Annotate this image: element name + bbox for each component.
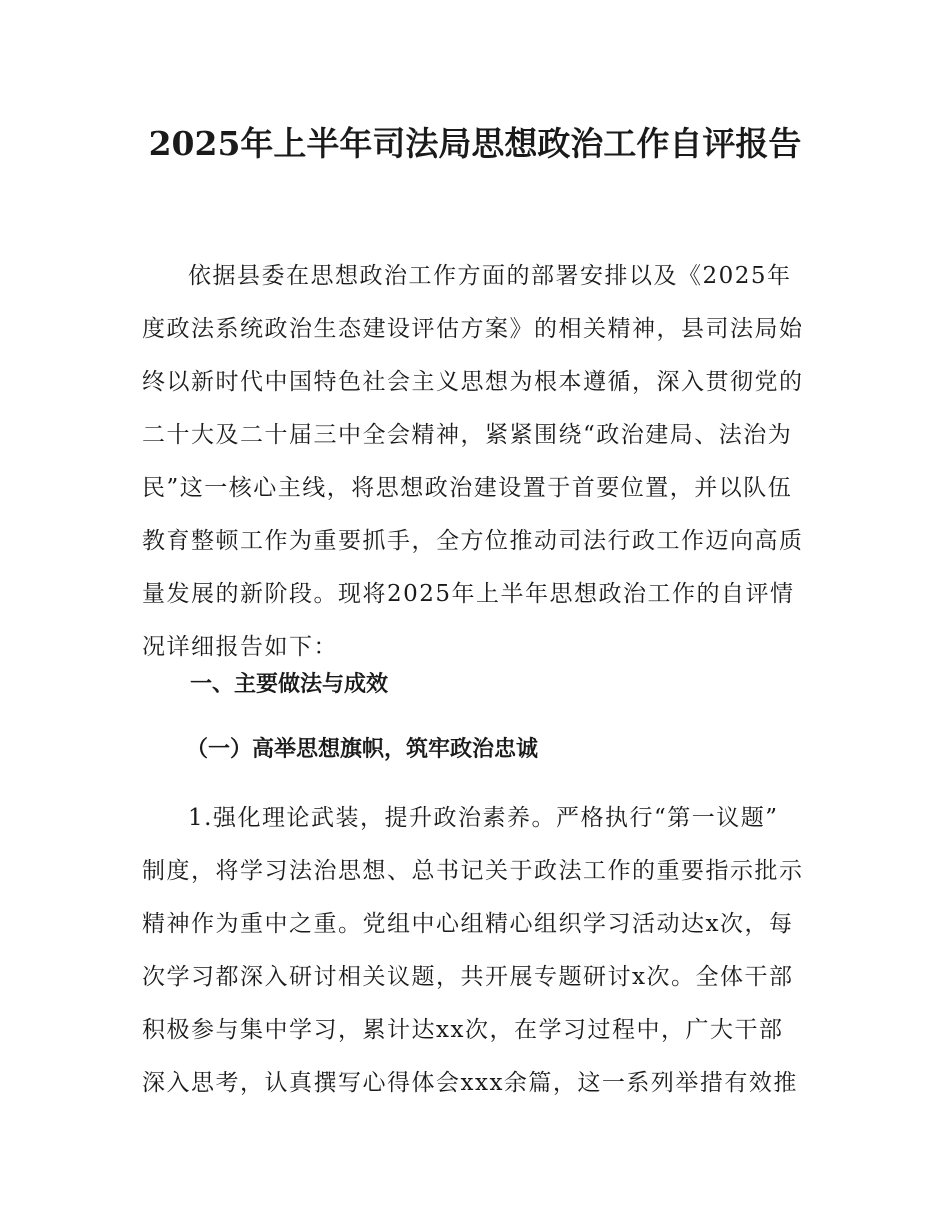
paragraph-line: 度政法系统政治生态建设评估方案》的相关精神，县司法局始 — [142, 316, 804, 342]
paragraph-line: 制度，将学习法治思想、总书记关于政法工作的重要指示批示 — [142, 858, 804, 884]
intro-paragraph — [142, 250, 810, 674]
paragraph-line: 1.强化理论武装，提升政治素养。严格执行“第一议题” — [188, 805, 779, 831]
paragraph-line: 量发展的新阶段。现将2025年上半年思想政治工作的自评情 — [142, 581, 795, 607]
paragraph-line: 次学习都深入研讨相关议题，共开展专题研讨x次。全体干部 — [142, 964, 794, 990]
subsection-heading: （一）高举思想旗帜，筑牢政治忠诚 — [186, 737, 539, 762]
paragraph-line: 精神作为重中之重。党组中心组精心组织学习活动达x次，每 — [142, 911, 794, 937]
paragraph-line: 二十大及二十届三中全会精神，紧紧围绕“政治建局、法治为 — [142, 422, 793, 448]
paragraph-line: 深入思考，认真撰写心得体会xxx余篇，这一系列举措有效推 — [142, 1070, 798, 1096]
paragraph-line: 依据县委在思想政治工作方面的部署安排以及《2025年 — [188, 263, 792, 289]
item-paragraph — [142, 792, 810, 1110]
document-title: 2025年上半年司法局思想政治工作自评报告 — [148, 124, 802, 163]
section-heading: 一、主要做法与成效 — [190, 672, 389, 697]
paragraph-line: 民”这一核心主线，将思想政治建设置于首要位置，并以队伍 — [142, 475, 793, 501]
paragraph-line: 况详细报告如下： — [142, 634, 338, 660]
paragraph-line: 积极参与集中学习，累计达xx次，在学习过程中，广大干部 — [142, 1017, 784, 1043]
paragraph-line: 教育整顿工作为重要抓手，全方位推动司法行政工作迈向高质 — [142, 528, 804, 554]
paragraph-line: 终以新时代中国特色社会主义思想为根本遵循，深入贯彻党的 — [142, 369, 804, 395]
